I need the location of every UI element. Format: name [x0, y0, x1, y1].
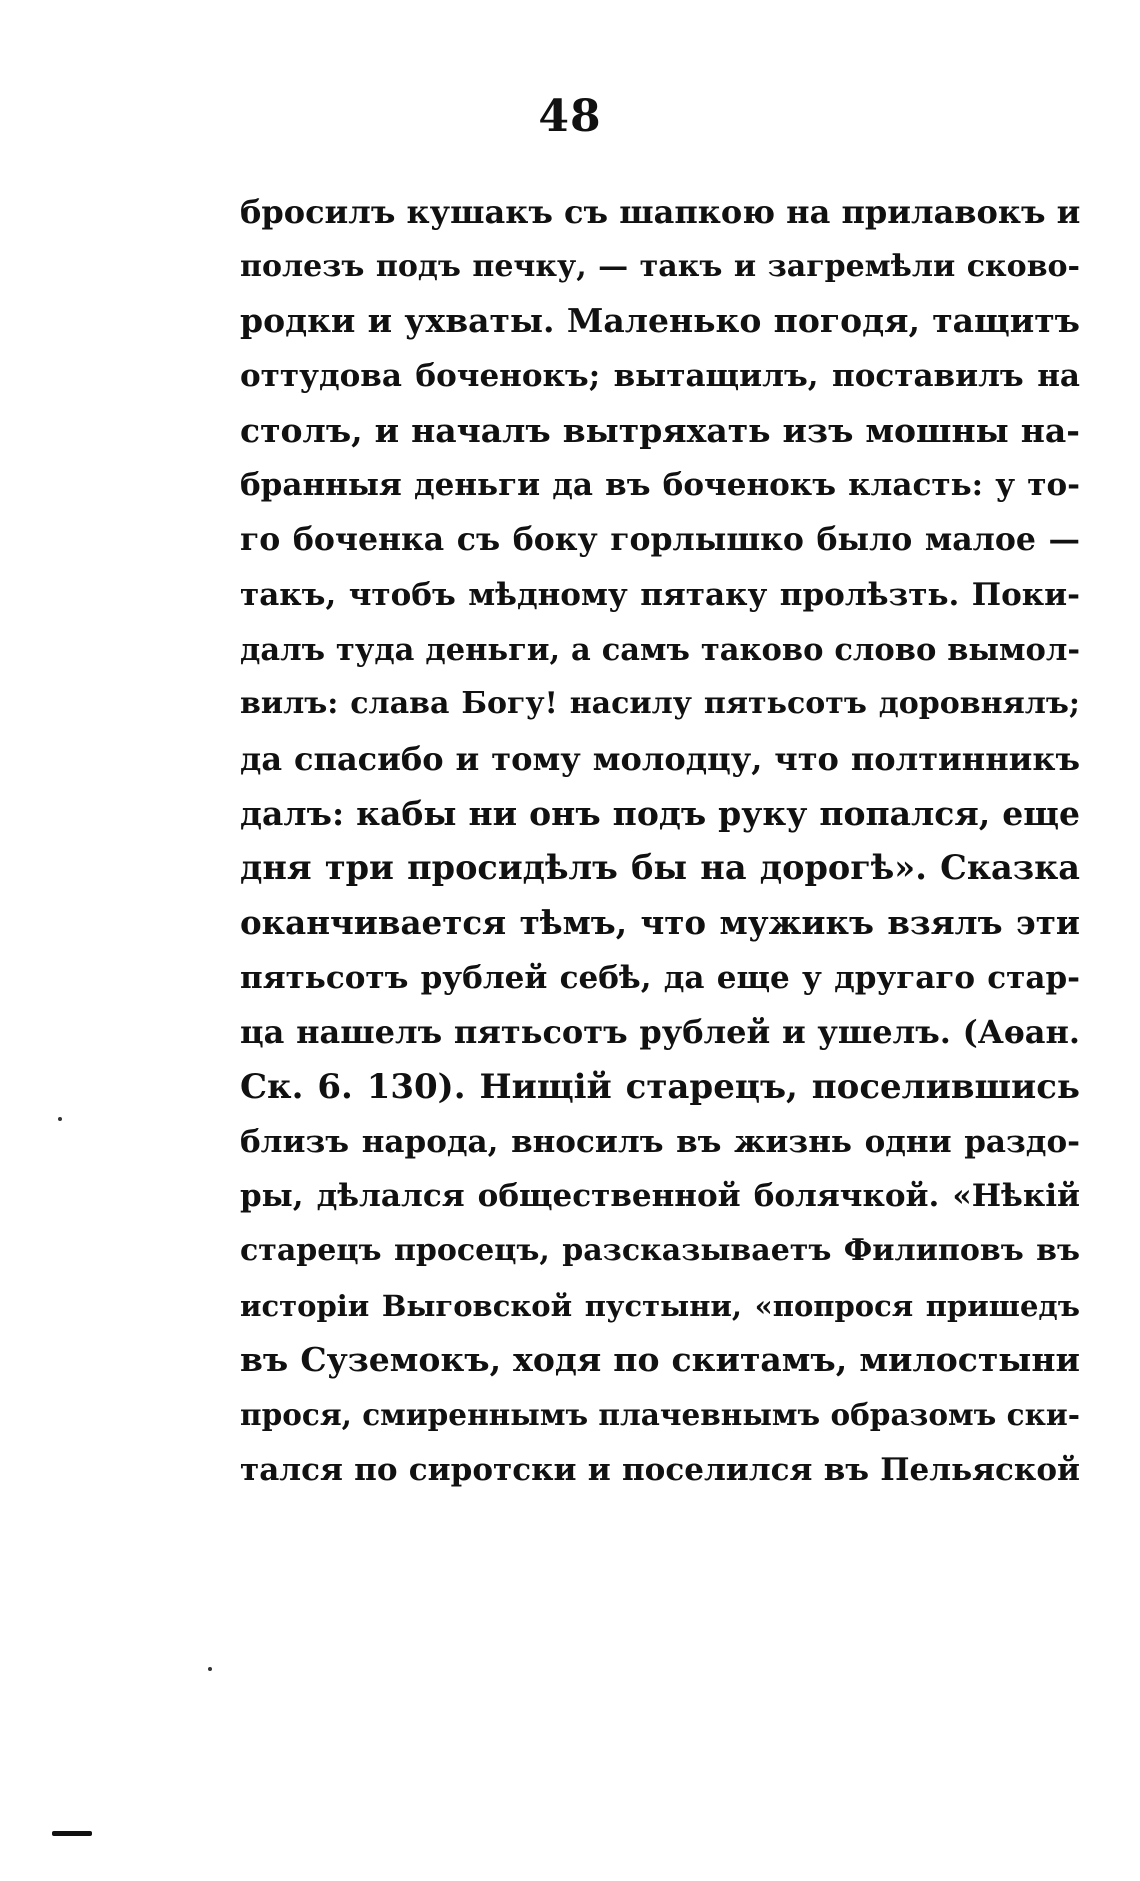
page-number: 48	[538, 91, 602, 142]
text-line: далъ туда деньги, а самъ таково слово вымол-	[240, 631, 1080, 668]
text-line: столъ, и началъ вытряхать изъ мошны на-	[240, 410, 1080, 450]
text-line: вилъ: слава Богу! насилу пятьсотъ доровнялъ;	[240, 686, 1080, 722]
text-line: далъ: кабы ни онъ подъ руку попался, еще	[240, 793, 1080, 833]
text-line: го боченка съ боку горлышко было малое —	[240, 521, 1080, 559]
text-line: полезъ подъ печку, — такъ и загремѣли сково-	[240, 248, 1080, 284]
text-line: оттудова боченокъ; вытащилъ, поставилъ на	[240, 358, 1080, 395]
body-text	[240, 185, 1080, 1498]
text-line: въ Суземокъ, ходя по скитамъ, милостыни	[240, 1340, 1080, 1380]
text-line: старецъ просецъ, разсказываетъ Филиповъ въ	[240, 1233, 1080, 1269]
text-line: родки и ухваты. Маленько погодя, тащитъ	[240, 301, 1080, 341]
text-line: исторіи Выговской пустыни, «попрося пришедъ	[240, 1288, 1080, 1323]
margin-speck	[208, 1667, 212, 1671]
text-line: бросилъ кушакъ съ шапкою на прилавокъ и	[240, 193, 1080, 231]
text-line: тался по сиротски и поселился въ Пельяской	[240, 1451, 1080, 1488]
text-line: да спасибо и тому молодцу, что полтинникъ	[240, 739, 1080, 778]
text-line: Ск. 6. 130). Нищій старецъ, поселившись	[240, 1067, 1080, 1107]
margin-dash	[52, 1831, 92, 1836]
text-line: дня три просидѣлъ бы на дорогѣ». Сказка	[240, 848, 1080, 888]
text-line: оканчивается тѣмъ, что мужикъ взялъ эти	[240, 902, 1080, 942]
text-line: ры, дѣлался общественной болячкой. «Нѣкій	[240, 1178, 1080, 1215]
text-line: ца нашелъ пятьсотъ рублей и ушелъ. (Аѳан.	[240, 1013, 1080, 1052]
text-line: пятьсотъ рублей себѣ, да еще у другаго стар-	[240, 959, 1080, 996]
text-line: бранныя деньги да въ боченокъ класть: у то-	[240, 467, 1080, 504]
text-line: такъ, чтобъ мѣдному пятаку пролѣзть. Поки-	[240, 576, 1080, 613]
text-line: близъ народа, вносилъ въ жизнь одни раздо-	[240, 1123, 1080, 1160]
text-line: прося, смиреннымъ плачевнымъ образомъ ски-	[240, 1397, 1080, 1433]
margin-speck	[58, 1117, 62, 1121]
